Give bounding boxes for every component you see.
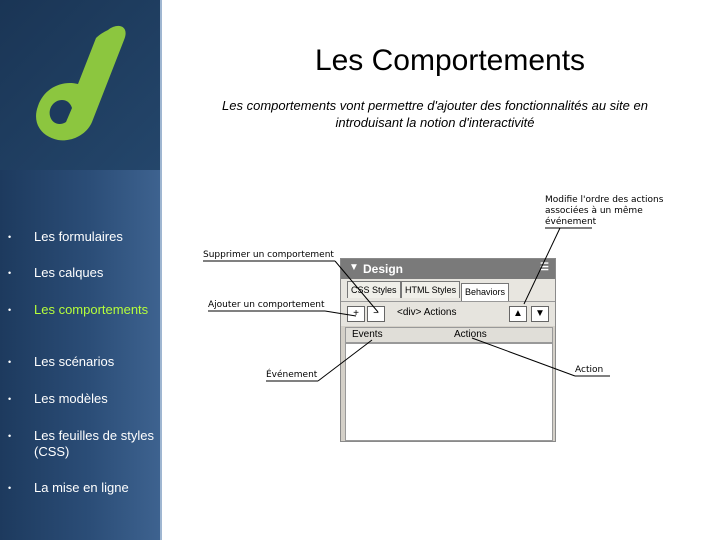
tab-behaviors[interactable]: Behaviors — [461, 283, 509, 302]
sidebar-item-label: Les calques — [34, 265, 104, 280]
move-up-button[interactable]: ▲ — [509, 306, 527, 322]
tab-css-styles[interactable]: CSS Styles — [347, 281, 401, 298]
bullet-icon: • — [8, 232, 12, 242]
move-down-button[interactable]: ▼ — [531, 306, 549, 322]
annotation-action: Action — [575, 365, 604, 375]
bullet-icon: • — [8, 305, 12, 315]
annotation-event: Événement — [266, 370, 318, 380]
delete-behavior-button[interactable]: − — [367, 306, 385, 322]
bullet-icon: • — [8, 268, 12, 278]
column-events: Events — [352, 329, 383, 340]
tab-html-styles[interactable]: HTML Styles — [401, 281, 460, 298]
panel-menu-icon[interactable]: ☰ — [540, 262, 549, 273]
annotation-modify-order: Modifie l'ordre des actions associées à un même événement — [545, 195, 664, 227]
leader-add-arrow — [325, 311, 356, 316]
target-label: <div> Actions — [397, 307, 457, 318]
sidebar-item-label: La mise en ligne — [34, 480, 129, 495]
annotation-add: Ajouter un comportement — [208, 300, 325, 310]
sidebar-item-label: Les formulaires — [34, 229, 123, 244]
leader-modify-arrow — [524, 228, 560, 304]
panel-header-title: Design — [363, 262, 404, 276]
sidebar-item-label: Les scénarios — [34, 354, 115, 369]
bullet-icon: • — [8, 357, 12, 367]
leader-action-arrow — [472, 338, 575, 376]
sidebar-item-label: Les comportements — [34, 302, 149, 317]
page-title: Les Comportements — [314, 44, 586, 77]
leader-event-arrow — [318, 340, 372, 381]
annotation-delete: Supprimer un comportement — [203, 250, 334, 260]
sidebar-item-label: Les modèles — [34, 391, 108, 406]
sidebar-item-label: Les feuilles de styles (CSS) — [34, 428, 154, 459]
bullet-icon: • — [8, 483, 12, 493]
page-subtitle: Les comportements vont permettre d'ajouter des fonctionnalités au site en introduisant la notion d'interactivité — [222, 98, 648, 130]
leader-delete-arrow — [335, 261, 378, 312]
column-actions: Actions — [454, 329, 487, 340]
collapse-triangle-icon[interactable]: ▼ — [349, 262, 359, 273]
bullet-icon: • — [8, 431, 12, 441]
bullet-icon: • — [8, 394, 12, 404]
add-behavior-button[interactable]: + — [347, 306, 365, 322]
